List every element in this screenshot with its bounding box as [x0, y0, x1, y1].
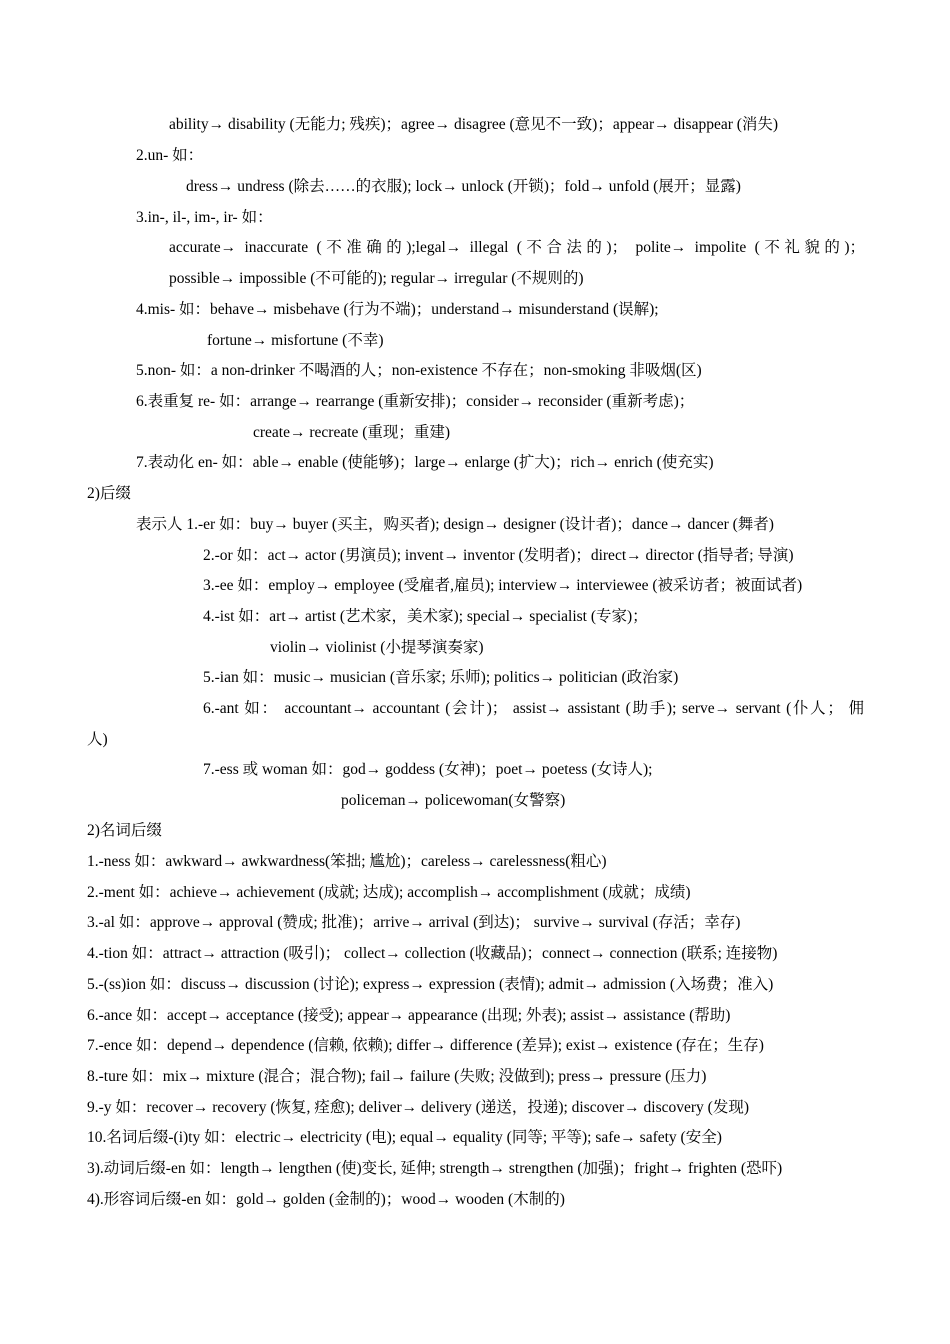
text-line: 3.in-, il-, im-, ir- 如：: [136, 209, 273, 226]
text-line: possible→ impossible (不可能的); regular→ irregular (不规则的): [169, 270, 584, 287]
text-line: fortune→ misfortune (不幸): [207, 332, 384, 349]
text-line: 2.-or 如：act→ actor (男演员); invent→ inventor (发明者)；direct→ director (指导者; 导演): [203, 547, 794, 564]
text-line: 7.-ence 如：depend→ dependence (信赖, 依赖); differ→ difference (差异); exist→ existence (存在；生存): [87, 1037, 764, 1054]
text-line: 9.-y 如：recover→ recovery (恢复, 痊愈); deliver→ delivery (递送，投递); discover→ discovery (发现): [87, 1099, 750, 1116]
text-line: 6.-ance 如：accept→ acceptance (接受); appear→ appearance (出现; 外表); assist→ assistance (帮助): [87, 1007, 731, 1024]
section-heading: 2)名词后缀: [87, 822, 162, 839]
text-line: 5.-(ss)ion 如：discuss→ discussion (讨论); express→ expression (表情); admit→ admission (入场费；准入): [87, 976, 774, 993]
text-line: dress→ undress (除去……的衣服); lock→ unlock (开锁)；fold→ unfold (展开；显露): [186, 178, 741, 195]
text-line: 2.un- 如：: [136, 147, 204, 164]
text-line: 4).形容词后缀-en 如：gold→ golden (金制的)；wood→ wooden (木制的): [87, 1191, 565, 1208]
text-line: 5.non- 如：a non-drinker 不喝酒的人；non-existence 不存在；non-smoking 非吸烟(区): [136, 362, 702, 379]
text-line: 表示人 1.-er 如：buy→ buyer (买主，购买者); design→ designer (设计者)；dance→ dancer (舞者): [136, 516, 774, 533]
text-line: create→ recreate (重现；重建): [253, 424, 451, 441]
text-line: 10.名词后缀-(i)ty 如：electric→ electricity (电); equal→ equality (同等; 平等); safe→ safety (安全): [87, 1129, 722, 1146]
text-line: 6.表重复 re- 如：arrange→ rearrange (重新安排)；consider→ reconsider (重新考虑)；: [136, 393, 695, 410]
text-line: 5.-ian 如：music→ musician (音乐家; 乐师); politics→ politician (政治家): [203, 669, 679, 686]
text-line: ability→ disability (无能力; 残疾)；agree→ disagree (意见不一致)；appear→ disappear (消失): [169, 116, 779, 133]
text-line: policeman→ policewoman(女警察): [341, 792, 566, 809]
text-line: 人): [87, 731, 108, 748]
text-line: 3.-al 如：approve→ approval (赞成; 批准)；arrive→ arrival (到达)； survive→ survival (存活；幸存): [87, 914, 741, 931]
text-line: 7.-ess 或 woman 如：god→ goddess (女神)；poet→ poetess (女诗人);: [203, 761, 653, 778]
text-line: 4.-ist 如：art→ artist (艺术家，美术家); special→ specialist (专家)；: [203, 608, 648, 625]
text-line: 7.表动化 en- 如：able→ enable (使能够)；large→ enlarge (扩大)；rich→ enrich (使充实): [136, 454, 714, 471]
text-line: 4.-tion 如：attract→ attraction (吸引)； collect→ collection (收藏品)；connect→ connection (联系; 连接物): [87, 945, 778, 962]
text-line: 8.-ture 如：mix→ mixture (混合；混合物); fail→ failure (失败; 没做到); press→ pressure (压力): [87, 1068, 707, 1085]
text-line: 2.-ment 如：achieve→ achievement (成就; 达成); accomplish→ accomplishment (成就；成绩): [87, 884, 691, 901]
text-line: violin→ violinist (小提琴演奏家): [270, 639, 484, 656]
text-line: 3).动词后缀-en 如：length→ lengthen (使)变长, 延伸; strength→ strengthen (加强)；fright→ frighten (恐吓): [87, 1160, 783, 1177]
text-line: 3.-ee 如：employ→ employee (受雇者,雇员); interview→ interviewee (被采访者；被面试者): [203, 577, 803, 594]
text-line: 4.mis- 如：behave→ misbehave (行为不端)；understand→ misunderstand (误解);: [136, 301, 659, 318]
text-line: 6.-ant 如： accountant→ accountant (会计)； assist→ assistant (助手); serve→ servant (仆人； 佣: [203, 700, 864, 717]
section-heading: 2)后缀: [87, 485, 131, 502]
text-line: accurate→ inaccurate (不准确的);legal→ illegal (不合法的)； polite→ impolite (不礼貌的)；: [169, 239, 865, 256]
text-line: 1.-ness 如：awkward→ awkwardness(笨拙; 尴尬)；careless→ carelessness(粗心): [87, 853, 607, 870]
